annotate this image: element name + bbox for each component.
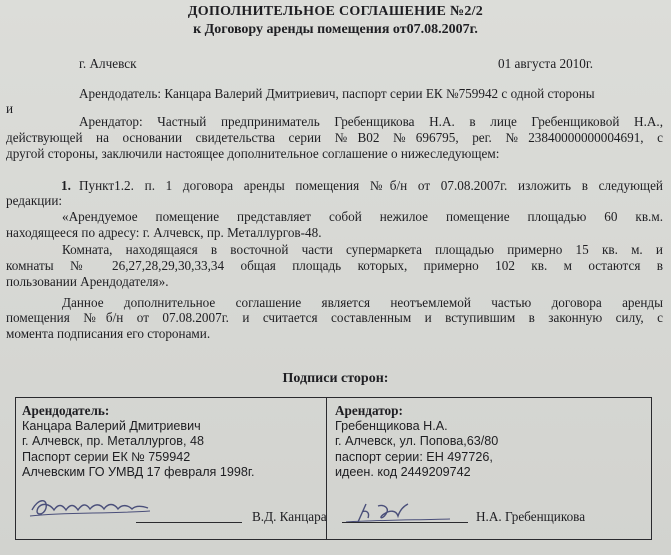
final-line-3: момента подписания его сторонами. [6,326,211,341]
landlord-signer: В.Д. Канцара [252,509,327,524]
final-line-1: Данное дополнительное соглашение является неотъемлемой частью договора аренды [62,295,663,310]
tenant-label: Арендатор: [335,403,403,418]
landlord-detail: г. Алчевск, пр. Металлургов, 48 [22,434,204,449]
item1-line-1: Пункт1.2. п. 1 договора аренды помещения №б/н от 07.08.2007г. изложить в следующей [79,178,663,193]
landlord-detail: Паспорт серии ЕК № 759942 [22,449,191,464]
city: г. Алчевск [79,56,137,71]
item-number: 1. [61,178,71,193]
and-word: и [6,101,14,116]
room-line-1: Комната, находящаяся в восточной части супермаркета площадью примерно 15 кв. м. и [62,242,663,257]
tenant-detail: паспорт серии: ЕН 497726, [335,449,493,464]
tenant-cell [335,403,498,481]
tenant-detail: идеен. код 2449209742 [335,465,471,480]
document-subtitle: к Договору аренды помещения от07.08.2007г. [193,22,478,37]
landlord-label: Арендодатель: [22,403,110,418]
room-line-2: комнаты № 26,27,28,29,30,33,34 общая площадь которых, примерно 102 кв. м остаются в [6,258,663,273]
document-title: ДОПОЛНИТЕЛЬНОЕ СОГЛАШЕНИЕ №2/2 [187,4,484,19]
quote-line-1: «Арендуемое помещение представляет собой нежилое помещение площадью 60 кв.м. [62,209,663,224]
landlord-line: Арендодатель: Канцара Валерий Дмитриевич, паспорт серии ЕК №759942 с одной стороны [79,86,595,101]
landlord-cell [22,403,254,481]
tenant-signature [338,500,458,528]
date: 01 августа 2010г. [498,56,594,71]
tenant-detail: г. Алчевск, ул. Попова,63/80 [335,434,499,449]
landlord-detail: Алчевским ГО УМВД 17 февраля 1998г. [22,465,255,480]
landlord-detail: Канцара Валерий Дмитриевич [22,418,201,433]
signatures-heading: Подписи сторон: [282,371,389,386]
room-line-3: пользовании Арендодателя». [6,274,169,289]
tenant-line-3: другой стороны, заключили настоящее дополнительное соглашение о нижеследующем: [6,146,500,161]
landlord-signature [26,494,156,524]
quote-line-2: находящееся по адресу: г. Алчевск, пр. Металлургов-48. [6,225,322,240]
final-line-2: помещения №б/н от 07.08.2007г. и считается составленным и вступившим в законную силу, с [6,310,663,325]
tenant-signature-line [342,522,468,523]
landlord-signature-line [136,522,242,523]
tenant-detail: Гребенщикова Н.А. [335,418,448,433]
signatures-table [15,397,652,540]
tenant-line-2: действующей на основании свидетельства серии №В02 №696795, рег. №23840000000004691, с [6,130,663,145]
tenant-line-1: Арендатор: Частный предприниматель Гребенщикова Н.А. в лице Гребенщиковой Н.А., [79,114,663,129]
tenant-signer: Н.А. Гребенщикова [476,509,586,524]
item1-line-2: редакции: [6,193,63,208]
